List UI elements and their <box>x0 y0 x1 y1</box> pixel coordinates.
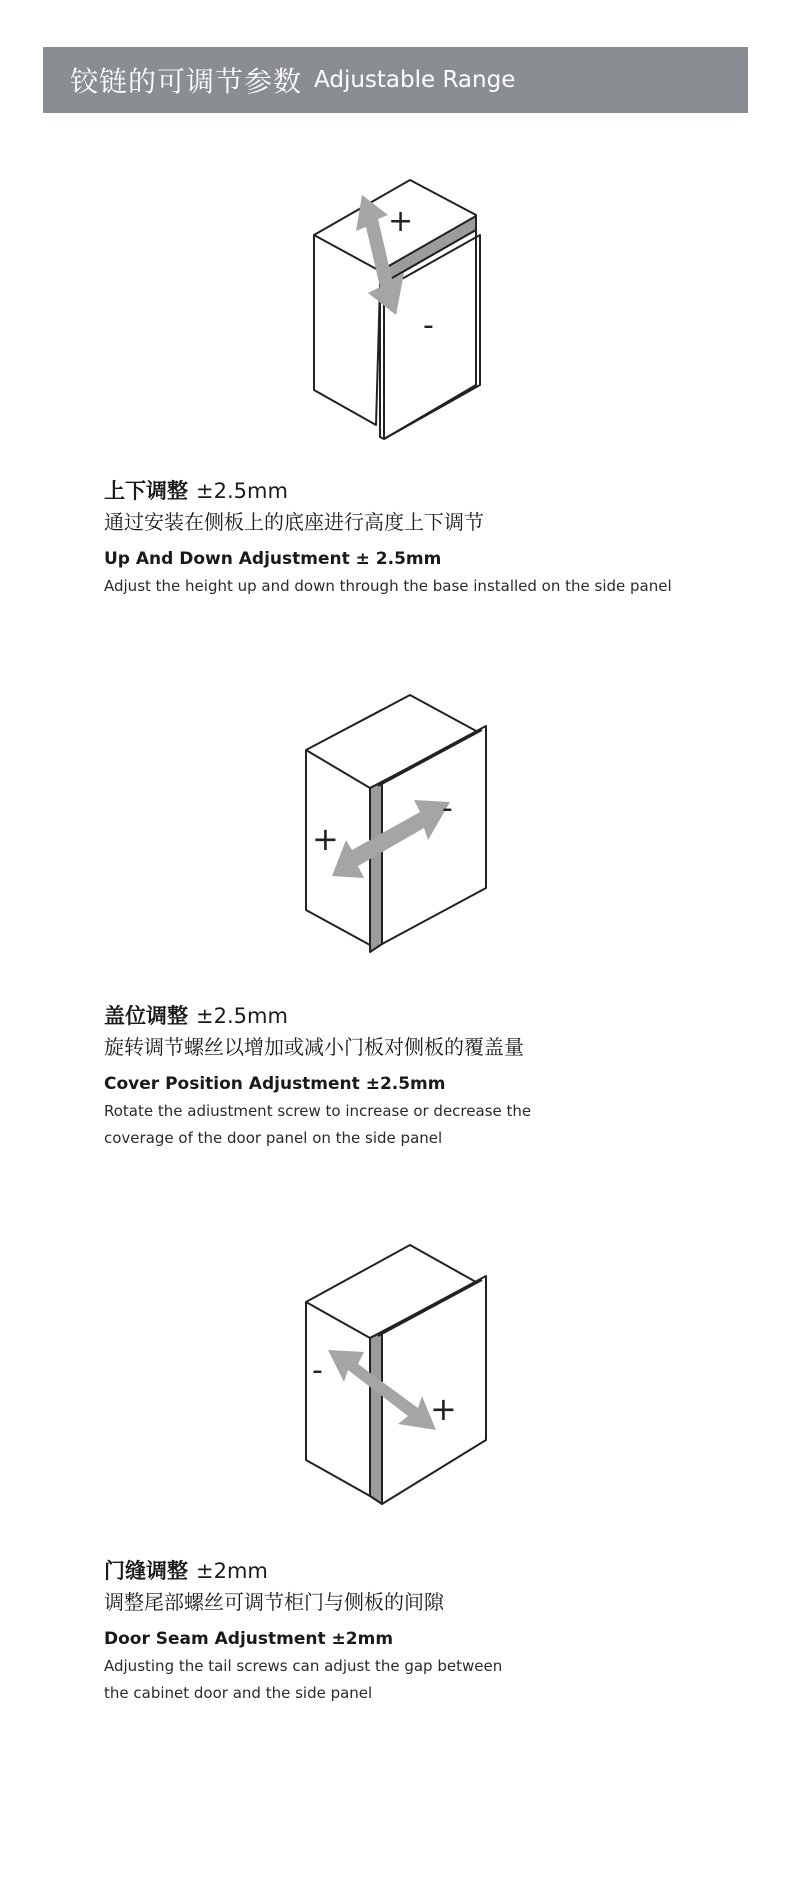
section-desc-en: Adjust the height up and down through the base installed on the side panel <box>104 577 672 595</box>
section-title-cn: 盖位调整 ±2.5mm <box>104 1004 288 1028</box>
section-title-cn: 上下调整 ±2.5mm <box>104 479 288 503</box>
section-desc-cn: 旋转调节螺丝以增加或减小门板对侧板的覆盖量 <box>104 1035 524 1059</box>
section-cover-position <box>104 1002 724 1152</box>
minus-label: - <box>312 1353 323 1388</box>
section-desc-en: Rotate the adiustment screw to increase or decrease the coverage of the door panel on the side panel <box>104 1102 532 1147</box>
section-title-en: Up And Down Adjustment ± 2.5mm <box>104 549 442 569</box>
minus-label: - <box>442 791 453 826</box>
section-desc-cn: 通过安装在侧板上的底座进行高度上下调节 <box>104 510 484 534</box>
up-down-adjustment-illustration <box>310 175 490 445</box>
plus-label: + <box>312 820 339 858</box>
section-up-down <box>104 477 724 600</box>
door-seam-adjustment-illustration <box>300 1240 500 1510</box>
section-title-en: Cover Position Adjustment ±2.5mm <box>104 1074 446 1094</box>
plus-label: + <box>430 1390 457 1428</box>
cover-position-adjustment-illustration <box>300 690 500 960</box>
section-desc-en: Adjusting the tail screws can adjust the gap between the cabinet door and the side panel <box>104 1657 503 1702</box>
plus-label: + <box>388 204 414 239</box>
section-door-seam <box>104 1557 724 1707</box>
section-title-en: Door Seam Adjustment ±2mm <box>104 1629 394 1649</box>
header-banner <box>43 47 748 113</box>
minus-label: - <box>423 308 434 343</box>
header-title-en: Adjustable Range <box>314 67 516 93</box>
section-desc-cn: 调整尾部螺丝可调节柜门与侧板的间隙 <box>104 1590 444 1614</box>
header-title-cn: 铰链的可调节参数 <box>70 65 303 98</box>
section-title-cn: 门缝调整 ±2mm <box>104 1559 268 1583</box>
